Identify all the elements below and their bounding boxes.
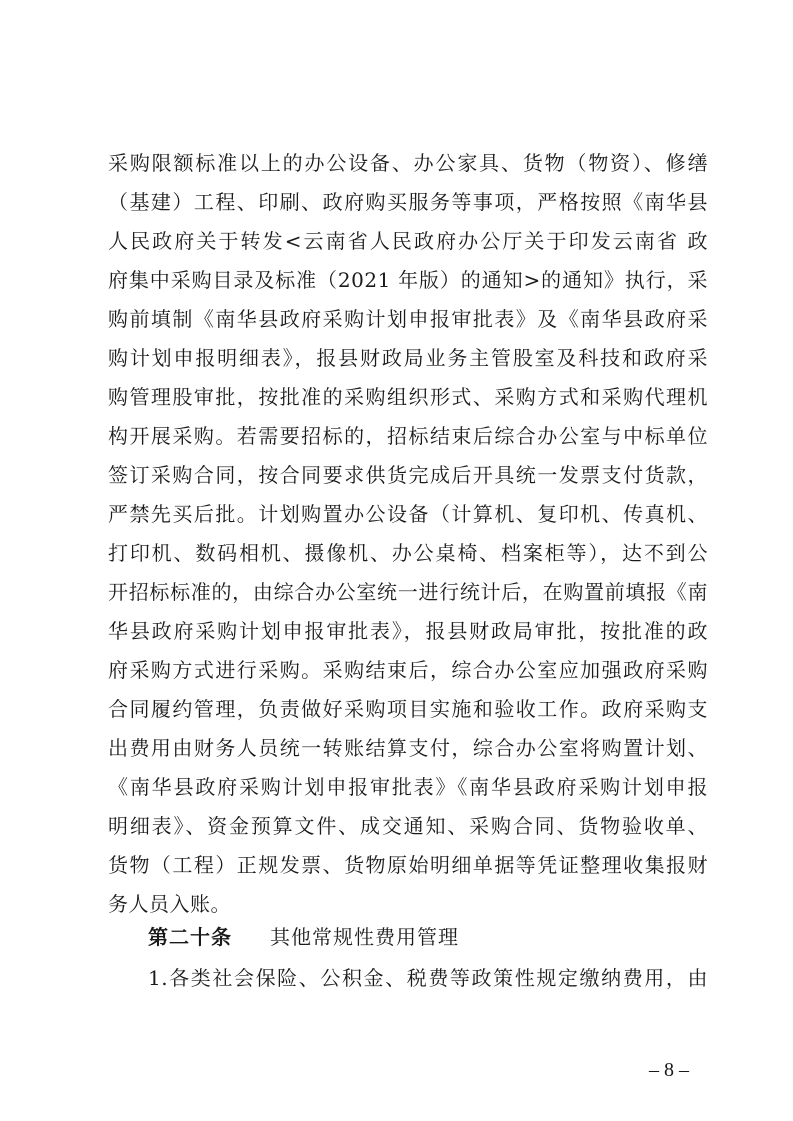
body-line: 合同履约管理，负责做好采购项目实施和验收工作。政府采购支 (108, 697, 708, 721)
page-number: – 8 – (649, 1059, 689, 1081)
body-line: 严禁先买后批。计划购置办公设备（计算机、复印机、传真机、 (108, 502, 708, 526)
body-line: 务人员入账。 (108, 892, 231, 916)
article-number: 第二十条 (148, 925, 232, 949)
body-paragraph (108, 144, 708, 924)
body-line: 购前填制《南华县政府采购计划申报审批表》及《南华县政府采 (108, 307, 708, 331)
body-line: 购计划申报明细表》，报县财政局业务主管股室及科技和政府采 (108, 346, 708, 370)
body-line: 府采购方式进行采购。采购结束后，综合办公室应加强政府采购 (108, 658, 708, 682)
article-title: 其他常规性费用管理 (270, 925, 459, 949)
body-line: 构开展采购。若需要招标的，招标结束后综合办公室与中标单位 (108, 424, 708, 448)
body-line: 人民政府关于转发<云南省人民政府办公厅关于印发云南省 政 (108, 229, 708, 253)
body-line: 出费用由财务人员统一转账结算支付，综合办公室将购置计划、 (108, 736, 708, 760)
article-heading (148, 917, 459, 957)
body-line: 货物（工程）正规发票、货物原始明细单据等凭证整理收集报财 (108, 853, 708, 877)
body-line: 华县政府采购计划申报审批表》，报县财政局审批，按批准的政 (108, 619, 708, 643)
body-line: 开招标标准的，由综合办公室统一进行统计后，在购置前填报《南 (108, 580, 708, 604)
body-line: （基建）工程、印刷、政府购买服务等事项，严格按照《南华县 (108, 190, 708, 214)
body-line: 明细表》、资金预算文件、成交通知、采购合同、货物验收单、 (108, 814, 708, 838)
body-line: 府集中采购目录及标准（2021 年版）的通知>的通知》执行，采 (108, 268, 708, 292)
body-line: 购管理股审批，按批准的采购组织形式、采购方式和采购代理机 (108, 385, 708, 409)
next-paragraph-line: 1.各类社会保险、公积金、税费等政策性规定缴纳费用，由 (148, 966, 708, 990)
body-line: 打印机、数码相机、摄像机、办公桌椅、档案柜等），达不到公 (108, 541, 708, 565)
body-line: 《南华县政府采购计划申报审批表》《南华县政府采购计划申报 (108, 775, 708, 799)
body-line: 签订采购合同，按合同要求供货完成后开具统一发票支付货款， (108, 463, 708, 487)
body-line: 采购限额标准以上的办公设备、办公家具、货物（物资）、修缮 (108, 151, 708, 175)
